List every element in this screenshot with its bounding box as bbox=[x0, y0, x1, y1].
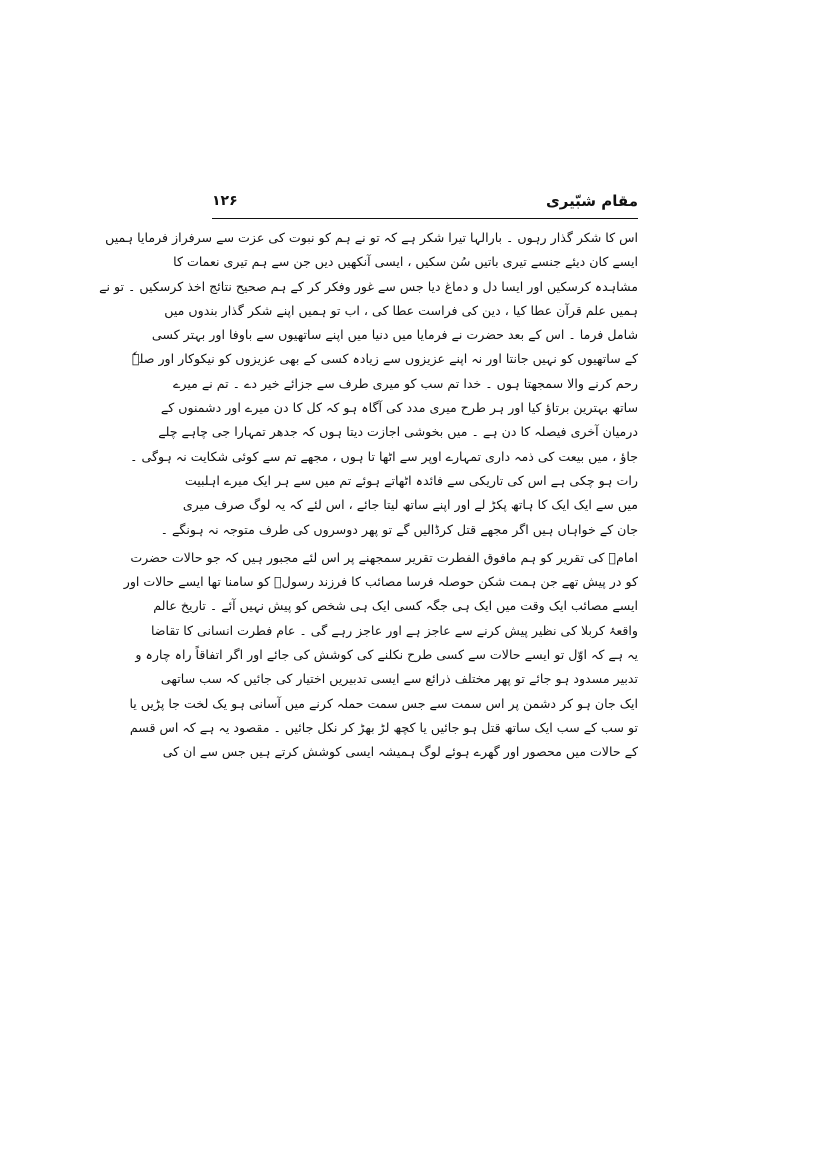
text-line: رات ہو چکی ہے اس کی تاریکی سے فائدہ اٹھاتے ہوئے تم میں سے ہر ایک میرے اہلبیت bbox=[184, 472, 638, 488]
text-line: کے ساتھیوں کو نہیں جانتا اور نہ اپنے عزیزوں سے زیادہ کسی کے بھی عزیزوں کو نیکوکار اور صلہٗ bbox=[132, 351, 638, 367]
paragraph-1 bbox=[99, 226, 638, 542]
text-line: واقعۂ کربلا کی نظیر پیش کرنے سے عاجز ہے اور عاجز رہے گی ۔ عام فطرت انسانی کا تقاضا bbox=[150, 622, 638, 638]
text-line: ساتھ بہترین برتاؤ کیا اور ہر طرح میری مدد کی آگاہ ہو کہ کل کا دن میرے اور دشمنوں کے bbox=[160, 400, 638, 416]
text-line: کے حالات میں محصور اور گھرے ہوئے لوگ ہمیشہ ایسی کوشش کرتے ہیں جس سے ان کی bbox=[162, 744, 638, 760]
text-line: شامل فرما ۔ اس کے بعد حضرت نے فرمایا میں دنیا میں اپنے ساتھیوں سے باوفا اور بہتر کسی bbox=[151, 327, 638, 343]
text-line: کو در پیش تھے جن ہمت شکن حوصلہ فرسا مصائب کا فرزند رسولؐ کو سامنا تھا ایسے حالات اور bbox=[123, 574, 638, 590]
page-number: ۱۲۶ bbox=[212, 193, 238, 209]
running-title: مقام شبّیری bbox=[545, 192, 638, 210]
text-line: مشاہدہ کرسکیں اور ایسا دل و دماغ دیا جس سے غور وفکر کر کے ہم صحیح نتائج اخذ کرسکیں ۔ تو نے bbox=[99, 278, 638, 294]
header-rule bbox=[212, 218, 638, 219]
text-line: تو سب کے سب ایک ساتھ قتل ہو جائیں یا کچھ لڑ بھڑ کر نکل جائیں ۔ مقصود یہ ہے کہ اس قسم bbox=[129, 719, 638, 735]
text-line: درمیان آخری فیصلہ کا دن ہے ۔ میں بخوشی اجازت دیتا ہوں کہ جدھر تمہارا جی چاہے چلے bbox=[158, 424, 638, 440]
body-text bbox=[99, 226, 638, 765]
text-line: امامؑ کی تقریر کو ہم مافوق الفطرت تقریر سمجھنے پر اس لئے مجبور ہیں کہ جو حالات حضرت bbox=[130, 549, 638, 565]
text-line: یہ ہے کہ اوّل تو ایسے حالات سے کسی طرح نکلنے کی کوشش کی جائے اور اگر اتفاقاً راہ چارہ و bbox=[135, 647, 638, 663]
text-line: ایک جان ہو کر دشمن پر اس سمت سے جس سمت حملہ کرنے میں آسانی ہو یک لخت جا پڑیں یا bbox=[129, 695, 638, 711]
text-line: ایسے کان دیئے جنسے تیری باتیں سُن سکیں ، ایسی آنکھیں دیں جن سے ہم تیری نعمات کا bbox=[173, 254, 638, 270]
running-header bbox=[212, 188, 638, 214]
text-line: ایسے مصائب ایک وقت میں ایک ہی جگہ کسی ایک ہی شخص کو پیش نہیں آئے ۔ تاریخ عالم bbox=[153, 598, 638, 614]
text-line: اس کا شکر گذار رہوں ۔ بارالہا تیرا شکر ہے کہ تو نے ہم کو نبوت کی عزت سے سرفراز فرمایا ہمیں bbox=[105, 230, 638, 245]
text-line: میں سے ایک ایک کا ہاتھ پکڑ لے اور اپنے ساتھ لیتا جائے ، اس لئے کہ یہ لوگ صرف میری bbox=[182, 497, 638, 513]
text-line: جان کے خواہاں ہیں اگر مجھے قتل کرڈالیں گے تو پھر دوسروں کی طرف متوجہ نہ ہونگے ۔ bbox=[160, 521, 638, 537]
text-line: جاؤ ، میں بیعت کی ذمہ داری تمہارے اوپر سے اٹھا تا ہوں ، مجھے تم سے کوئی شکایت نہ ہوگی ۔ bbox=[130, 448, 638, 464]
text-line: ہمیں علم قرآن عطا کیا ، دین کی فراست عطا کی ، اب تو ہمیں اپنے شکر گذار بندوں میں bbox=[164, 302, 638, 318]
text-line: تدبیر مسدود ہو جائے تو پھر مختلف ذرائع سے ایسی تدبیریں اختیار کی جائیں کہ سب ساتھی bbox=[160, 671, 638, 687]
text-line: رحم کرنے والا سمجھتا ہوں ۔ خدا تم سب کو میری طرف سے جزائے خیر دے ۔ تم نے میرے bbox=[173, 375, 638, 391]
paragraph-2 bbox=[123, 546, 638, 765]
